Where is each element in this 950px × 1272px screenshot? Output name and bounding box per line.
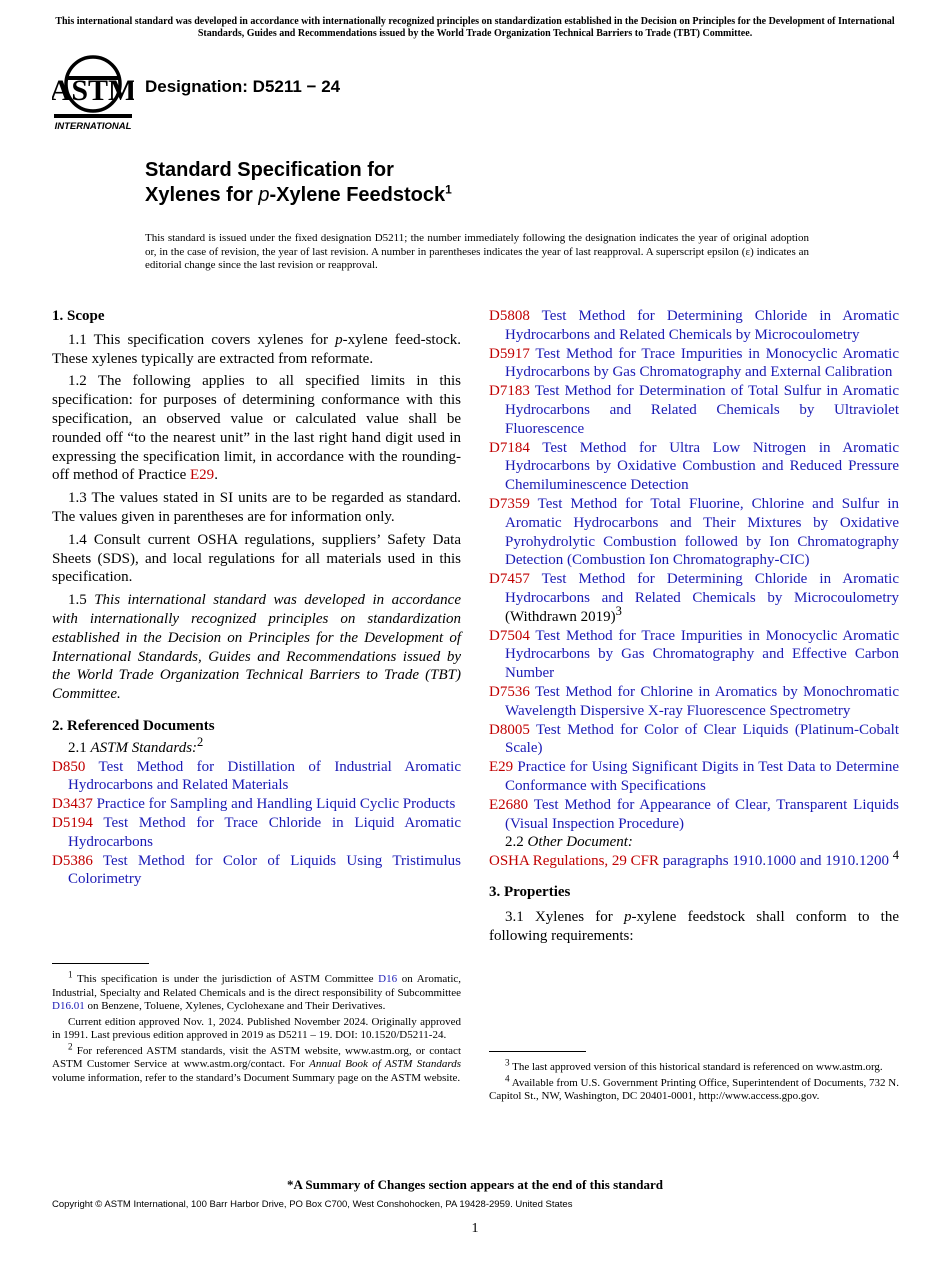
reference-item	[489, 570, 899, 626]
osha-link[interactable]: OSHA Regulations, 29 CFR	[489, 853, 660, 870]
para-2-2-num: 2.2	[505, 834, 528, 851]
reference-title-link[interactable]: Test Method for Color of Liquids Using Tristimulus Colorimetry	[68, 852, 461, 888]
footnote-ref-4[interactable]: 4	[892, 848, 899, 863]
footnote-1-num: 1	[68, 969, 73, 980]
para-1-1	[52, 331, 461, 369]
para-1-5-text: This international standard was developed in accordance with internationally recognized principles on standardization established in the Decision on Principles for the Development of International Standards, Guides and Recommendations issued by the World Trade Organization Technical Barriers to Trade (TBT) Committee.	[52, 592, 461, 703]
osha-title[interactable]: paragraphs 1910.1000 and 1910.1200	[662, 853, 889, 870]
left-reference-list	[52, 758, 461, 890]
para-3-1-text: 3.1 Xylenes for	[505, 908, 624, 925]
reference-title-link[interactable]: Practice for Using Significant Digits in Test Data to Determine Conformance with Specifications	[505, 759, 900, 794]
reference-item	[52, 758, 461, 796]
footnotes-left	[52, 969, 462, 1085]
footnote-4-text: Available from U.S. Government Printing Office, Superintendent of Documents, 732 N. Capitol St., NW, Washington, DC 20401-0001, http://www.access.gpo.gov.	[489, 1076, 899, 1102]
para-3-1-italic: p	[623, 908, 632, 925]
title-text: Xylenes for	[145, 184, 259, 206]
footnote-ref-2[interactable]: 2	[197, 734, 204, 749]
d16-01-link[interactable]: D16.01	[52, 1000, 85, 1012]
section-1-heading: 1. Scope	[52, 308, 105, 324]
footnote-rule-right	[489, 1051, 586, 1052]
footnote-ref[interactable]: 3	[615, 603, 622, 618]
para-1-3: 1.3 The values stated in SI units are to be regarded as standard. The values given in parentheses are for information only.	[52, 490, 461, 525]
reference-item	[52, 814, 461, 852]
para-2-1	[52, 734, 461, 758]
logo-text: INTERNATIONAL	[54, 121, 132, 132]
reference-code-link[interactable]: D7457	[489, 571, 530, 588]
para-1-1-text: 1.1 This specification covers xylenes for	[68, 331, 336, 348]
reference-item	[489, 796, 899, 834]
reference-code-link[interactable]: D7184	[489, 439, 530, 456]
document-title	[145, 158, 452, 208]
reference-withdrawn-note: (Withdrawn 2019)	[505, 608, 616, 625]
para-1-5-num: 1.5	[68, 592, 95, 609]
reference-code-link[interactable]: D5386	[52, 852, 93, 869]
footnote-2-text-2: volume information, refer to the standard’s Document Summary page on the ASTM website.	[52, 1071, 461, 1084]
d16-link[interactable]: D16	[378, 973, 398, 985]
footnotes-right	[489, 1057, 899, 1104]
reference-code-link[interactable]: E2680	[489, 796, 529, 813]
reference-title-link[interactable]: Test Method for Determination of Total Sulfur in Aromatic Hydrocarbons and Related Chemicals by Ultraviolet Fluorescence	[505, 383, 899, 437]
footnote-2	[52, 1040, 461, 1086]
reference-code-link[interactable]: D3437	[52, 796, 93, 813]
right-reference-list	[489, 307, 899, 833]
footnote-1-text-2: on Aromatic, Industrial, Specialty and Related Chemicals and is the direct responsibility of Subcommittee	[52, 973, 462, 999]
reference-code-link[interactable]: D7183	[489, 383, 530, 400]
title-line-2	[145, 183, 452, 208]
para-1-2-text: 1.2 The following applies to all specified limits in this specification: for purposes of determining conformance with this specification, an observed value or calculated value shall be rounded off “to the nearest unit” in the last right hand digit used in expressing the specification limit, in accordance with the rounding-off method of Practice	[52, 373, 461, 484]
para-2-1-text: ASTM Standards:	[90, 739, 198, 756]
reference-item	[489, 345, 899, 383]
reference-title-link[interactable]: Test Method for Trace Impurities in Monocyclic Aromatic Hydrocarbons by Gas Chromatography and Effective Carbon Number	[505, 627, 899, 682]
reference-title-link[interactable]: Test Method for Color of Clear Liquids (Platinum-Cobalt Scale)	[505, 721, 899, 757]
e29-link[interactable]: E29	[190, 467, 215, 484]
issued-note: This standard is issued under the fixed designation D5211; the number immediately following the designation indicates the year of original adoption or, in the case of revision, the year of last revision. A number in parentheses indicates the year of last reapproval. A superscript epsilon (ε) indicates an editorial change since the last revision or reapproval.	[145, 232, 809, 271]
reference-title-link[interactable]: Test Method for Total Fluorine, Chlorine and Sulfur in Aromatic Hydrocarbons and Their Mixtures by Oxidative Pyrohydrolytic Combustion followed by Ion Chromatography Detection (Combustion Ion Chromatography-CIC)	[505, 495, 899, 569]
section-2-heading: 2. Referenced Documents	[52, 717, 215, 734]
reference-title-link[interactable]: Test Method for Chlorine in Aromatics by Monochromatic Wavelength Dispersive X-ray Fluorescence Spectrometry	[505, 683, 899, 719]
reference-code-link[interactable]: E29	[489, 759, 514, 776]
para-3-1	[489, 908, 899, 946]
reference-code-link[interactable]: D8005	[489, 721, 530, 738]
reference-code-link[interactable]: D7359	[489, 495, 530, 512]
footnote-4-num: 4	[505, 1072, 510, 1083]
footnote-2-num: 2	[68, 1040, 73, 1051]
footnote-3-text: The last approved version of this historical standard is referenced on www.astm.org.	[509, 1061, 883, 1073]
footnote-4	[489, 1072, 899, 1104]
para-1-4: 1.4 Consult current OSHA regulations, suppliers’ Safety Data Sheets (SDS), and local regulations for all materials used in this specification.	[52, 531, 461, 586]
footnote-rule-left	[52, 963, 149, 964]
reference-code-link[interactable]: D7504	[489, 627, 530, 644]
para-2-1-num: 2.1	[68, 739, 91, 756]
reference-item	[489, 721, 899, 759]
reference-code-link[interactable]: D850	[52, 758, 86, 775]
reference-title-link[interactable]: Test Method for Trace Impurities in Monocyclic Aromatic Hydrocarbons by Gas Chromatography and External Calibration	[505, 345, 899, 381]
reference-item	[489, 307, 899, 345]
reference-code-link[interactable]: D5808	[489, 308, 530, 324]
title-line-1: Standard Specification for	[145, 159, 394, 181]
footnote-1-text: This specification is under the jurisdiction of ASTM Committee	[72, 973, 379, 985]
top-notice: This international standard was developed in accordance with internationally recognized principles on standardization established in the Decision on Principles for the Development of International Standards, Guides and Recommendations issued by the World Trade Organization Technical Barriers to Trade (TBT) Committee.	[55, 16, 895, 39]
left-column	[52, 307, 461, 889]
svg-text:ASTM: ASTM	[52, 74, 134, 107]
footnote-1	[52, 969, 462, 1014]
para-2-2	[489, 833, 899, 852]
reference-title-link[interactable]: Test Method for Appearance of Clear, Transparent Liquids (Visual Inspection Procedure)	[505, 796, 900, 832]
title-italic: p	[258, 184, 270, 206]
title-text-2: -Xylene Feedstock	[269, 184, 446, 206]
right-column	[489, 307, 899, 945]
copyright: Copyright © ASTM International, 100 Barr Harbor Drive, PO Box C700, West Conshohocken, PA 19428-2959. United States	[52, 1199, 573, 1210]
para-1-1-italic: p	[335, 331, 343, 348]
footnote-3	[489, 1057, 899, 1075]
reference-code-link[interactable]: D5917	[489, 345, 530, 362]
title-footnote-ref[interactable]: 1	[445, 182, 452, 197]
reference-title-link[interactable]: Test Method for Determining Chloride in Aromatic Hydrocarbons and Related Chemicals by Microcoulometry	[505, 571, 899, 606]
reference-item	[489, 439, 899, 495]
reference-title-link[interactable]: Test Method for Ultra Low Nitrogen in Aromatic Hydrocarbons by Oxidative Combustion and Reduced Pressure Chemiluminescence Detection	[505, 439, 899, 494]
para-1-1-text-2: -xylene feed-stock. These xylenes typically are extracted from reformate.	[52, 331, 461, 367]
para-1-2	[52, 372, 461, 485]
reference-item	[489, 382, 899, 438]
reference-item	[52, 852, 461, 890]
reference-item	[489, 758, 899, 796]
footnote-1-text-3: on Benzene, Toluene, Xylenes, Cyclohexane and Their Derivatives.	[84, 1000, 386, 1012]
designation: Designation: D5211 − 24	[145, 77, 341, 96]
reference-title-link[interactable]: Test Method for Determining Chloride in Aromatic Hydrocarbons and Related Chemicals by Microcoulometry	[505, 308, 899, 343]
reference-item	[489, 627, 899, 683]
reference-code-link[interactable]: D7536	[489, 683, 530, 700]
reference-code-link[interactable]: D5194	[52, 814, 93, 831]
reference-title-link[interactable]: Test Method for Trace Chloride in Liquid Aromatic Hydrocarbons	[68, 814, 461, 850]
para-1-5	[52, 591, 461, 704]
reference-item	[489, 495, 899, 570]
footnote-2-italic: Annual Book of ASTM Standards	[309, 1058, 461, 1070]
summary-of-changes-note: *A Summary of Changes section appears at the end of this standard	[287, 1177, 663, 1192]
para-1-2-end: .	[214, 467, 218, 484]
reference-item	[489, 683, 899, 721]
reference-title-link[interactable]: Test Method for Distillation of Industrial Aromatic Hydrocarbons and Related Materials	[68, 758, 462, 794]
astm-logo	[52, 54, 134, 134]
para-3-1-text-2: -xylene feedstock shall conform to the following requirements:	[489, 908, 899, 944]
footnote-3-num: 3	[505, 1057, 510, 1068]
para-2-2-text: Other Document:	[527, 834, 633, 851]
reference-title-link[interactable]: Practice for Sampling and Handling Liquid Cyclic Products	[96, 796, 456, 813]
reference-item	[52, 795, 461, 814]
edition-note: Current edition approved Nov. 1, 2024. Published November 2024. Originally approved in 1991. Last previous edition approved in 2019 as D5211 – 19. DOI: 10.1520/D5211-24.	[52, 1015, 461, 1041]
section-3-heading: 3. Properties	[489, 883, 571, 900]
page-number: 1	[471, 1221, 479, 1236]
astm-logo-icon	[52, 54, 134, 134]
reference-osha	[489, 848, 899, 871]
footnote-2-text: For referenced ASTM standards, visit the ASTM website, www.astm.org, or contact ASTM Customer Service at www.astm.org/contact. For	[52, 1044, 461, 1070]
